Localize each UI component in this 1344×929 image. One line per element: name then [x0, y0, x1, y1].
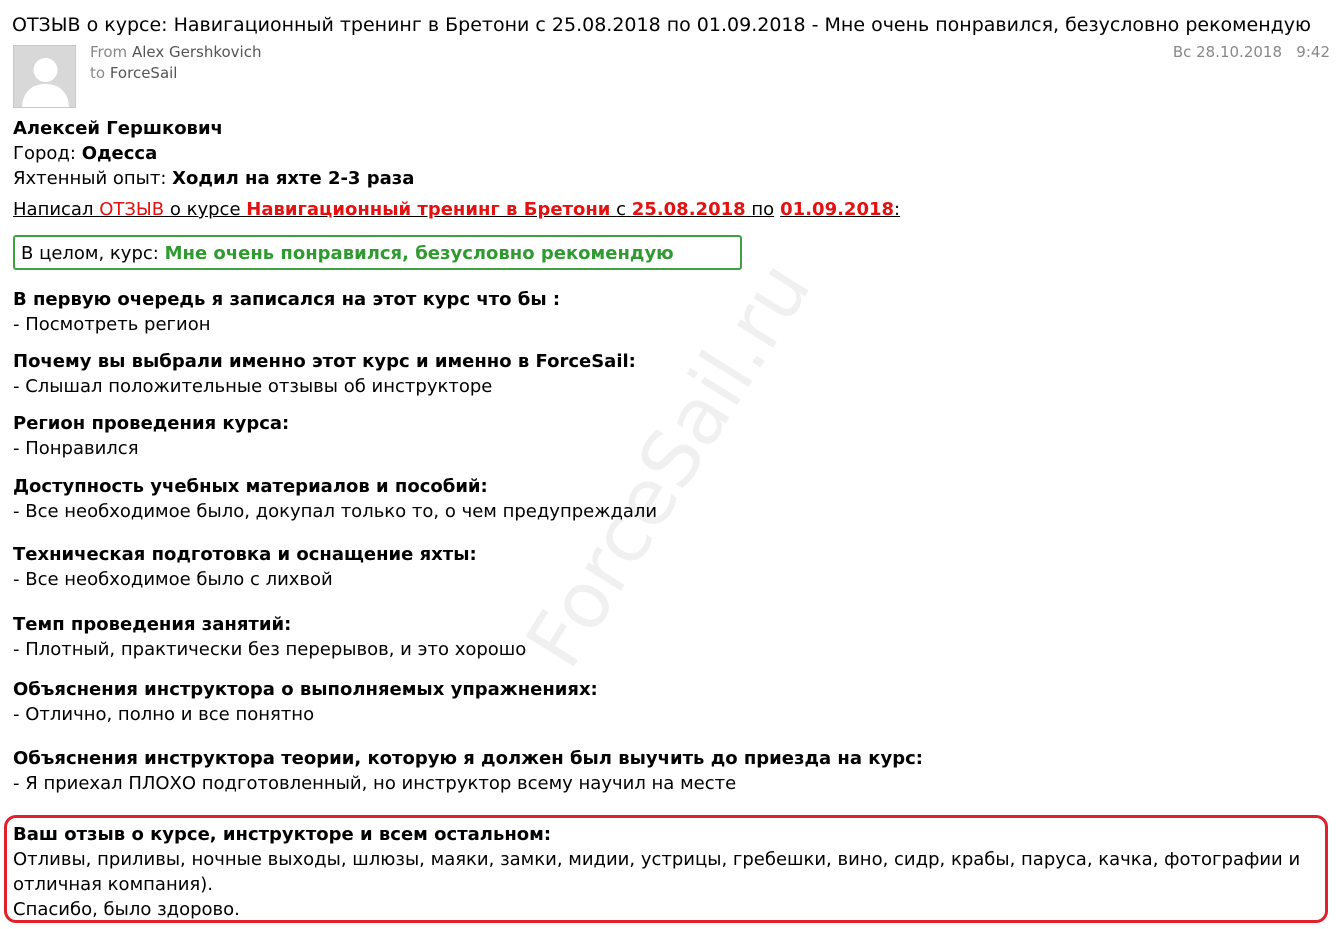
- course-name: Навигационный тренинг в Бретони: [246, 199, 611, 220]
- review-from-word: с: [616, 199, 627, 220]
- to-label: to: [90, 64, 106, 82]
- review-colon: :: [894, 199, 901, 220]
- section-answer: - Я приехал ПЛОХО подготовленный, но инструктор всему научил на месте: [13, 773, 737, 794]
- date-to: 01.09.2018: [780, 199, 895, 220]
- section-7: [13, 746, 1333, 796]
- from-label: From: [90, 43, 128, 61]
- final-answer-line1: Отливы, приливы, ночные выходы, шлюзы, маяки, замки, мидии, устрицы, гребешки, вино, сидр, крабы, паруса, качка, фотографии и: [13, 849, 1301, 870]
- city-value: Одесса: [81, 143, 158, 164]
- section-question: Объяснения инструктора теории, которую я должен был выучить до приезда на курс:: [13, 748, 923, 769]
- email-body: [13, 116, 1333, 796]
- section-answer: - Понравился: [13, 438, 139, 459]
- to-row: [90, 63, 261, 84]
- city-row: [13, 141, 1333, 166]
- final-answer-line2: отличная компания).: [13, 874, 213, 895]
- section-5: [13, 612, 1333, 662]
- section-answer: - Слышал положительные отзывы об инструкторе: [13, 376, 493, 397]
- section-0: [13, 287, 1333, 337]
- section-question: Почему вы выбрали именно этот курс и именно в ForceSail:: [13, 351, 636, 372]
- experience-value: Ходил на яхте 2-3 раза: [172, 168, 415, 189]
- final-answer-line3: Спасибо, было здорово.: [13, 899, 240, 920]
- section-question: Темп проведения занятий:: [13, 614, 292, 635]
- recipient-name[interactable]: ForceSail: [109, 64, 178, 82]
- section-question: Регион проведения курса:: [13, 413, 290, 434]
- reviewer-name: Алексей Гершкович: [13, 118, 223, 139]
- review-about: о курсе: [169, 199, 241, 220]
- review-wrote: Написал: [13, 199, 94, 220]
- final-question: Ваш отзыв о курсе, инструкторе и всем остальном:: [13, 824, 552, 845]
- email-subject: ОТЗЫВ о курсе: Навигационный тренинг в Бретони с 25.08.2018 по 01.09.2018 - Мне очень понравился, безусловно рекомендую: [12, 14, 1312, 36]
- avatar: [13, 45, 76, 108]
- section-question: Объяснения инструктора о выполняемых упражнениях:: [13, 679, 598, 700]
- section-answer: - Все необходимое было с лихвой: [13, 569, 333, 590]
- section-answer: - Плотный, практически без перерывов, и это хорошо: [13, 639, 527, 660]
- date-from: 25.08.2018: [631, 199, 746, 220]
- experience-row: [13, 166, 1333, 191]
- from-row: [90, 42, 261, 63]
- user-silhouette-icon: [14, 46, 76, 108]
- review-word: ОТЗЫВ: [99, 199, 165, 220]
- section-answer: - Все необходимое было, докупал только то, о чем предупреждали: [13, 501, 658, 522]
- final-review: [13, 822, 1313, 922]
- review-link[interactable]: [13, 197, 1333, 222]
- overall-value: Мне очень понравился, безусловно рекомендую: [164, 243, 674, 264]
- section-question: Техническая подготовка и оснащение яхты:: [13, 544, 477, 565]
- watermark: ForceSail.ru: [509, 246, 829, 684]
- experience-label: Яхтенный опыт:: [13, 168, 167, 189]
- overall-rating-box: [13, 235, 742, 270]
- section-answer: - Посмотреть регион: [13, 314, 211, 335]
- section-6: [13, 677, 1333, 727]
- overall-label: В целом, курс:: [21, 243, 159, 264]
- email-date: Вс 28.10.2018 9:42: [1172, 43, 1330, 61]
- city-label: Город:: [13, 143, 76, 164]
- section-4: [13, 542, 1333, 592]
- section-question: В первую очередь я записался на этот курс что бы :: [13, 289, 561, 310]
- review-to-word: по: [751, 199, 775, 220]
- sender-name[interactable]: Alex Gershkovich: [131, 43, 262, 61]
- section-3: [13, 474, 1333, 524]
- section-1: [13, 349, 1333, 399]
- section-2: [13, 411, 1333, 461]
- email-meta: [90, 42, 261, 84]
- section-answer: - Отлично, полно и все понятно: [13, 704, 315, 725]
- section-question: Доступность учебных материалов и пособий:: [13, 476, 488, 497]
